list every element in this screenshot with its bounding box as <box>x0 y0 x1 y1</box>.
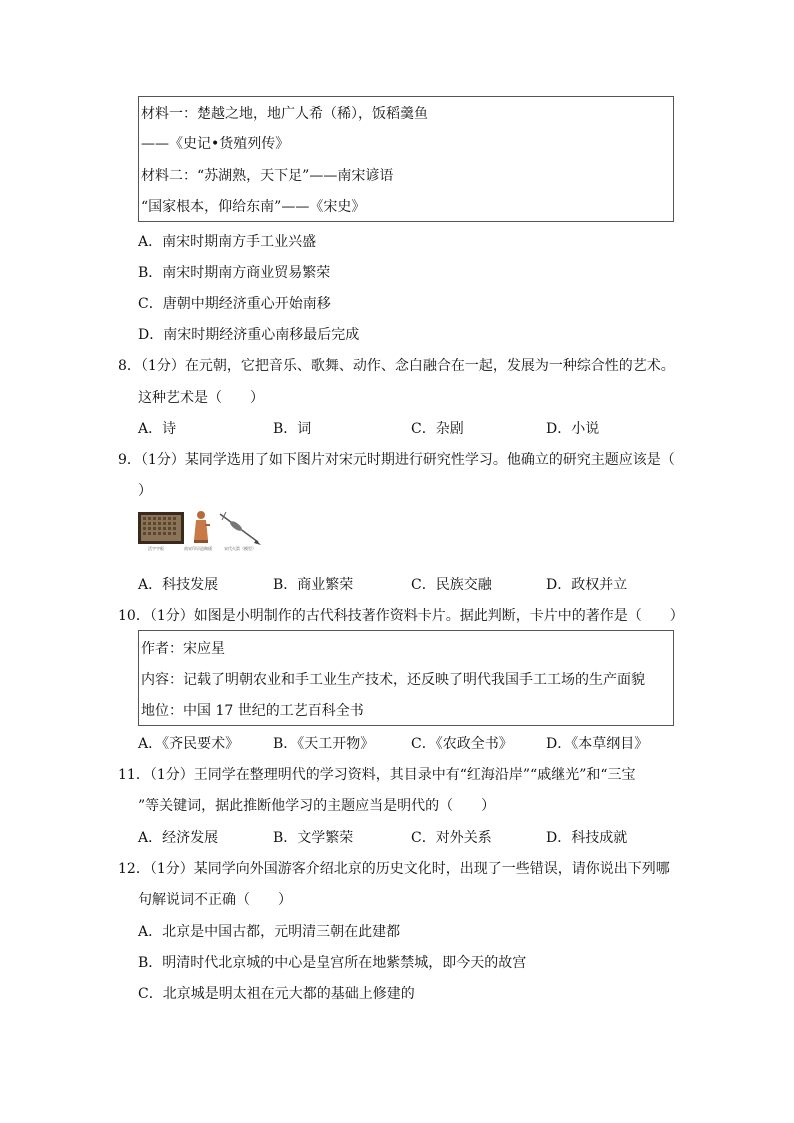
material-line-4: “国家根本，仰给东南”——《宋史》 <box>141 199 366 215</box>
q7-option-c: C．唐朝中期经济重心开始南移 <box>138 296 331 312</box>
q8-stem-line-1: 8．（1分）在元朝，它把音乐、歌舞、动作、念白融合在一起，发展为一种综合性的艺术。 <box>118 358 675 374</box>
q9-stem-line-1: 9．（1分）某同学选用了如下图片对宋元时期进行研究性学习。他确立的研究主题应该是（ <box>118 452 675 468</box>
q7-option-b: B．南宋时期南方商业贸易繁荣 <box>138 265 331 281</box>
caption-pottery: 南宋印早造陶俑 <box>184 546 212 551</box>
q11-stem-line-2: ”等关键词，据此推断他学习的主题应当是明代的（ ） <box>138 798 496 814</box>
resource-card <box>138 630 674 726</box>
card-author: 作者：宋应星 <box>141 641 225 657</box>
caption-movable-type: 活字字板 <box>148 546 164 551</box>
q8-option-d: D．小说 <box>546 421 600 437</box>
q8-option-c: C．杂剧 <box>411 421 464 437</box>
q11-option-d: D．科技成就 <box>546 830 628 846</box>
q11-option-c: C．对外关系 <box>411 830 492 846</box>
q12-stem-line-1: 12．（1分）某同学向外国游客介绍北京的历史文化时，出现了一些错误，请你说出下列哪 <box>118 861 670 877</box>
movable-type-image <box>138 512 184 544</box>
q11-option-b: B．文学繁荣 <box>273 830 354 846</box>
q9-option-c: C．民族交融 <box>411 577 492 593</box>
q9-stem-line-2: ） <box>138 483 152 499</box>
material-line-2: ——《史记•货殖列传》 <box>141 136 290 152</box>
q12-option-a: A．北京是中国古都，元明清三朝在此建都 <box>138 924 401 940</box>
q8-option-b: B．词 <box>273 421 312 437</box>
caption-fire-arrow: 宋代火箭（模型） <box>224 546 256 551</box>
q7-option-a: A．南宋时期南方手工业兴盛 <box>138 234 317 250</box>
pottery-figurine-image <box>190 510 212 546</box>
fire-arrow-image <box>218 510 262 546</box>
q10-option-d: D．《本草纲目》 <box>546 736 649 752</box>
q10-option-b: B．《天工开物》 <box>273 736 375 752</box>
q7-option-d: D．南宋时期经济重心南移最后完成 <box>138 327 360 343</box>
q10-option-a: A．《齐民要术》 <box>138 736 240 752</box>
q12-stem-line-2: 句解说词不正确（ ） <box>138 892 292 908</box>
q9-option-a: A．科技发展 <box>138 577 219 593</box>
q12-option-c: C．北京城是明太祖在元大都的基础上修建的 <box>138 986 415 1002</box>
q10-stem-line-1: 10．（1分）如图是小明制作的古代科技著作资料卡片。据此判断，卡片中的著作是（ ） <box>118 608 684 624</box>
q9-figure-group <box>138 510 262 552</box>
q11-stem-line-1: 11．（1分）王同学在整理明代的学习资料，其目录中有“红海沿岸”“戚继光”和“三宝 <box>118 767 636 783</box>
card-status: 地位：中国 17 世纪的工艺百科全书 <box>141 703 364 719</box>
q12-option-b: B．明清时代北京城的中心是皇宫所在地紫禁城，即今天的故宫 <box>138 955 527 971</box>
material-line-1: 材料一：楚越之地，地广人希（稀），饭稻羹鱼 <box>141 106 428 122</box>
q8-stem-line-2: 这种艺术是（ ） <box>138 390 264 406</box>
card-content: 内容：记载了明朝农业和手工业生产技术，还反映了明代我国手工工场的生产面貌 <box>141 672 645 688</box>
q11-option-a: A．经济发展 <box>138 830 219 846</box>
q10-option-c: C．《农政全书》 <box>411 736 513 752</box>
q8-option-a: A．诗 <box>138 421 177 437</box>
q9-option-b: B．商业繁荣 <box>273 577 354 593</box>
material-box <box>138 96 674 222</box>
q9-option-d: D．政权并立 <box>546 577 628 593</box>
material-line-3: 材料二：“苏湖熟，天下足”——南宋谚语 <box>141 168 394 184</box>
